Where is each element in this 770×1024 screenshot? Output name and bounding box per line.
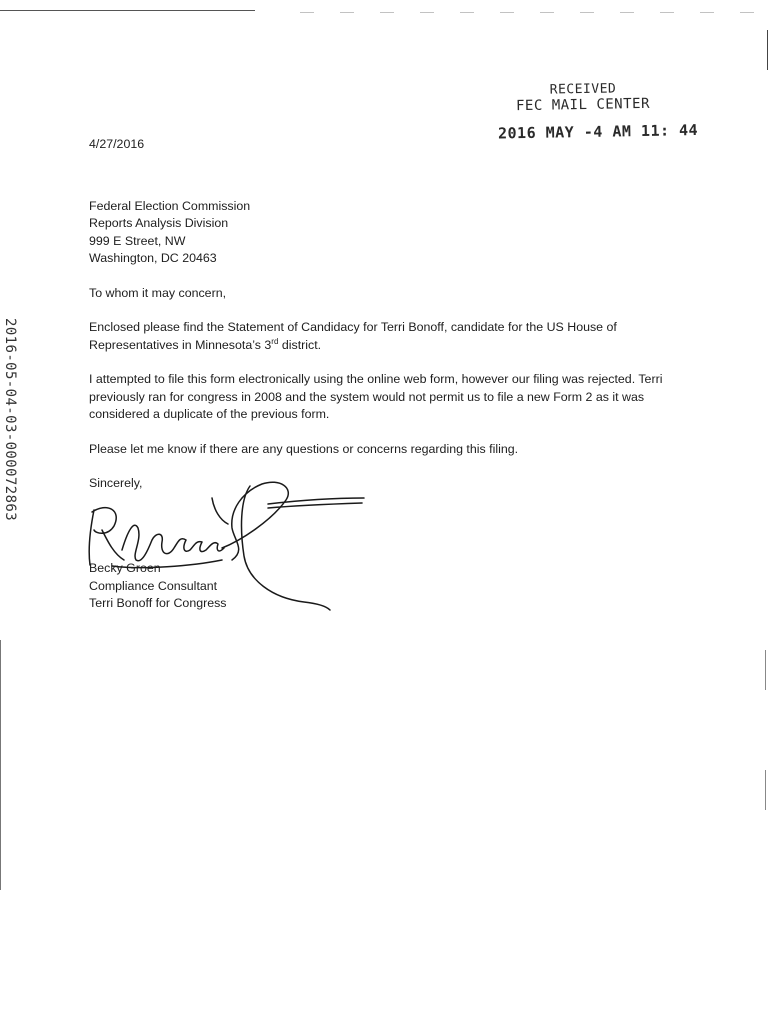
signature-stroke bbox=[212, 498, 228, 524]
signer-organization: Terri Bonoff for Congress bbox=[89, 596, 227, 610]
signature-stroke bbox=[122, 525, 224, 560]
ordinal-suffix: rd bbox=[271, 336, 279, 346]
scan-right-edge-mark bbox=[765, 650, 766, 690]
signature-stroke bbox=[89, 508, 124, 565]
salutation: To whom it may concern, bbox=[89, 285, 227, 300]
letter-body bbox=[89, 136, 689, 493]
address-line: Federal Election Commission bbox=[89, 198, 251, 213]
paragraph-enclosed-tail: district. bbox=[278, 337, 322, 352]
received-stamp bbox=[497, 81, 699, 143]
recipient-address bbox=[89, 198, 689, 268]
address-line: Reports Analysis Division bbox=[89, 216, 229, 230]
closing: Sincerely, bbox=[89, 476, 143, 490]
address-line: 999 E Street, NW bbox=[89, 233, 186, 248]
signature-stroke bbox=[222, 482, 288, 560]
signer-title: Compliance Consultant bbox=[89, 578, 218, 593]
side-document-number: 2016-05-04-03-000072863 bbox=[2, 318, 18, 522]
paragraph-enclosed-text: Enclosed please find the Statement of Candidacy for Terri Bonoff, candidate for the US House of Representatives in Minnesota’s 3 bbox=[89, 320, 617, 352]
scan-left-edge bbox=[0, 640, 1, 890]
stamp-received: RECEIVED bbox=[549, 81, 617, 98]
signer-name: Becky Groen bbox=[89, 561, 161, 575]
scan-right-edge-mark bbox=[767, 30, 768, 70]
paragraph-enclosed bbox=[89, 319, 689, 354]
stamp-datetime: 2016 MAY -4 AM 11: 44 bbox=[497, 120, 699, 143]
signer-block bbox=[89, 560, 227, 613]
paragraph-rejected: I attempted to file this form electronically using the online web form, however our filing was rejected. Terri previously ran for congress in 2008 and the system would not permit us to file a new Form 2 as it was considered a duplicate of the previous form. bbox=[89, 372, 663, 421]
scan-right-edge-mark bbox=[765, 770, 766, 810]
letter-date: 4/27/2016 bbox=[89, 137, 145, 151]
stamp-mail-center: FEC MAIL CENTER bbox=[515, 95, 651, 115]
scan-top-dashes bbox=[300, 12, 770, 13]
scan-top-rule bbox=[0, 10, 255, 11]
paragraph-questions: Please let me know if there are any questions or concerns regarding this filing. bbox=[89, 441, 519, 456]
address-line: Washington, DC 20463 bbox=[89, 251, 217, 265]
